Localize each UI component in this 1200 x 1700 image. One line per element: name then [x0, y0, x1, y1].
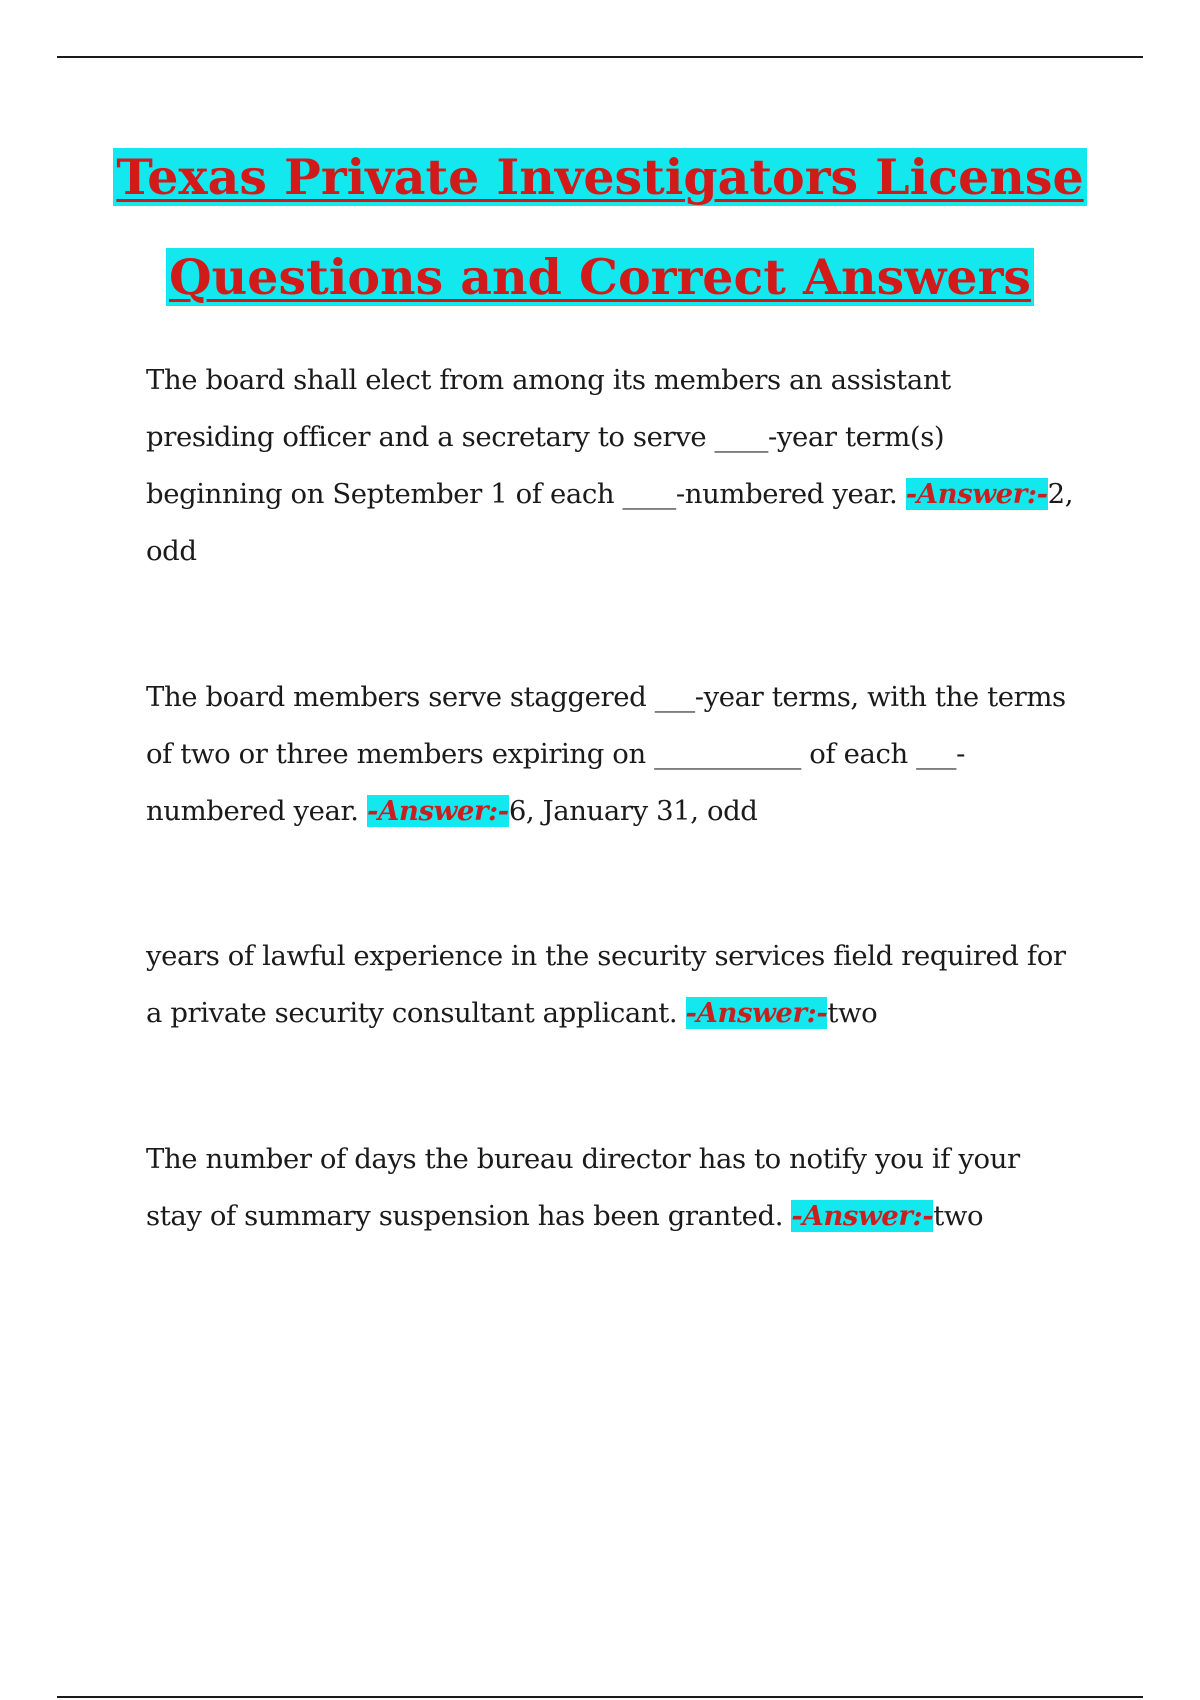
top-rule	[57, 56, 1143, 58]
qa-item-4	[146, 1131, 1081, 1245]
document-title-line-2	[0, 242, 1200, 312]
question-text: The board members serve staggered ___-year terms, with the terms of two or three members expiring on ___________ of each ___-numbered year.	[146, 681, 1066, 827]
answer-text: 2, odd	[146, 478, 1074, 567]
answer-text: 6, January 31, odd	[508, 795, 758, 827]
answer-tag: -Answer:-	[366, 795, 509, 827]
bottom-rule	[57, 1696, 1143, 1698]
title-highlight-2: Questions and Correct Answers	[166, 248, 1034, 306]
answer-text: two	[933, 1200, 984, 1232]
document-title-line-1	[0, 142, 1200, 212]
answer-tag: -Answer:-	[791, 1200, 934, 1232]
question-text: The board shall elect from among its members an assistant presiding officer and a secretary to serve ____-year term(s) beginning on September 1 of each ____-numbered year.	[146, 364, 951, 510]
qa-item-1	[146, 352, 1081, 580]
answer-tag: -Answer:-	[685, 997, 828, 1029]
question-text: years of lawful experience in the security services field required for a private security consultant applicant.	[146, 940, 1066, 1029]
title-highlight-1: Texas Private Investigators License	[113, 148, 1086, 206]
answer-text: two	[827, 997, 878, 1029]
qa-item-2	[146, 669, 1081, 840]
qa-item-3	[146, 928, 1081, 1042]
question-text: The number of days the bureau director has to notify you if your stay of summary suspension has been granted.	[146, 1143, 1020, 1232]
answer-tag: -Answer:-	[905, 478, 1048, 510]
